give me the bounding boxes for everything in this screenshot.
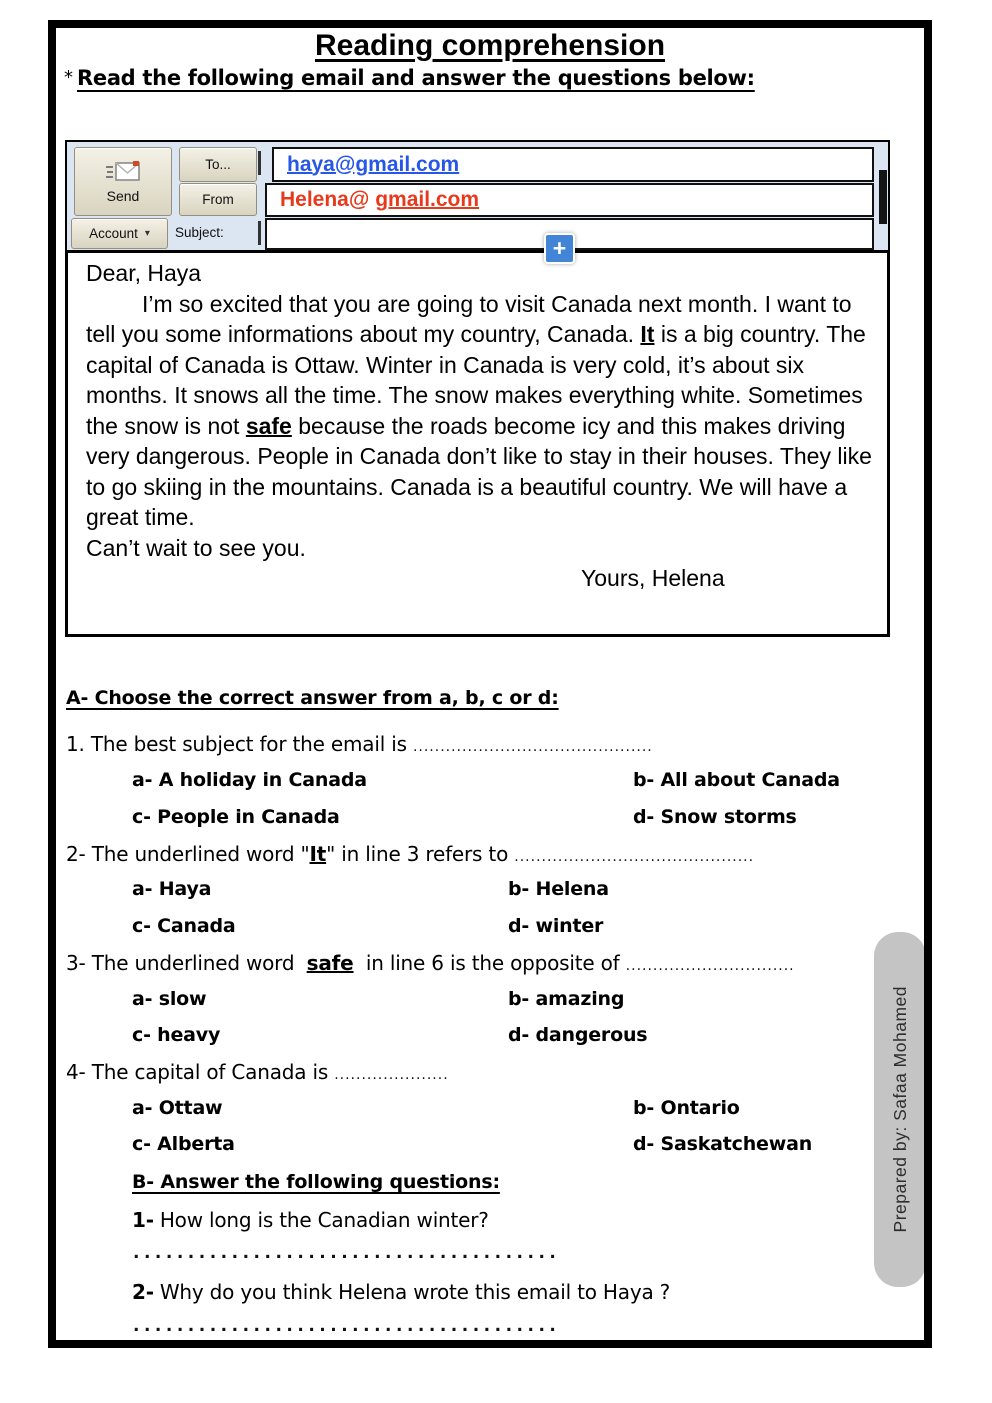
q2-option-d: d- winter bbox=[508, 915, 604, 937]
q3-option-d: d- dangerous bbox=[508, 1024, 648, 1046]
dotted-blank: ............................................ bbox=[514, 849, 755, 865]
section-b-heading: B- Answer the following questions: bbox=[132, 1171, 500, 1193]
underlined-word-safe: safe bbox=[245, 412, 292, 439]
q2-option-b: b- Helena bbox=[508, 878, 609, 900]
section-a-heading: A- Choose the correct answer from a, b, c or d: bbox=[66, 687, 559, 709]
prepared-by-tab bbox=[874, 932, 926, 1287]
q4-option-d: d- Saskatchewan bbox=[633, 1133, 813, 1155]
email-signature: Yours, Helena bbox=[581, 565, 725, 591]
question-1: 1. The best subject for the email is ............................................ bbox=[66, 732, 653, 756]
question-3: 3- The underlined word safe in line 6 is the opposite of ............................... bbox=[66, 951, 795, 975]
question-b2: 2- Why do you think Helena wrote this email to Haya ? bbox=[132, 1280, 671, 1304]
q1-option-d: d- Snow storms bbox=[633, 806, 797, 828]
from-field[interactable] bbox=[265, 183, 874, 217]
q1-option-b: b- All about Canada bbox=[633, 769, 840, 791]
dotted-blank: ............................................ bbox=[412, 739, 653, 755]
underlined-word-it: It bbox=[309, 842, 327, 866]
q1-option-a: a- A holiday in Canada bbox=[132, 769, 367, 791]
instruction-line bbox=[64, 66, 755, 90]
email-header bbox=[65, 140, 890, 261]
q3-option-c: c- heavy bbox=[132, 1024, 221, 1046]
email-body bbox=[65, 250, 890, 637]
q3-option-a: a- slow bbox=[132, 988, 207, 1010]
instruction-text: Read the following email and answer the questions below: bbox=[77, 66, 755, 90]
prepared-by-text: Prepared by: Safaa Mohamed bbox=[889, 986, 910, 1233]
q3-option-b: b- amazing bbox=[508, 988, 625, 1010]
question-4: 4- The capital of Canada is ..................... bbox=[66, 1060, 449, 1084]
email-greeting: Dear, Haya bbox=[86, 260, 202, 286]
account-button[interactable] bbox=[71, 218, 168, 249]
question-b1: 1- How long is the Canadian winter? bbox=[132, 1208, 489, 1232]
dotted-blank: ..................... bbox=[334, 1067, 449, 1083]
q2-option-c: c- Canada bbox=[132, 915, 236, 937]
add-icon[interactable]: + bbox=[544, 233, 575, 264]
page-title: Reading comprehension bbox=[314, 29, 666, 62]
dotted-blank: ............................... bbox=[625, 958, 795, 974]
from-address-domain: gmail.com bbox=[375, 188, 480, 211]
to-button[interactable]: To... bbox=[179, 147, 257, 182]
asterisk: * bbox=[64, 67, 73, 88]
subject-label: Subject: bbox=[175, 225, 224, 240]
to-address: haya@gmail.com bbox=[287, 152, 460, 176]
q4-option-a: a- Ottaw bbox=[132, 1097, 223, 1119]
q4-option-c: c- Alberta bbox=[132, 1133, 235, 1155]
from-button[interactable]: From bbox=[179, 183, 257, 216]
q4-option-b: b- Ontario bbox=[633, 1097, 740, 1119]
send-label: Send bbox=[106, 188, 140, 204]
envelope-icon bbox=[104, 159, 142, 185]
divider bbox=[258, 221, 261, 245]
scrollbar[interactable] bbox=[879, 170, 887, 224]
q1-option-c: c- People in Canada bbox=[132, 806, 340, 828]
email-closing: Can’t wait to see you. bbox=[86, 534, 306, 561]
answer-line: ....................................... bbox=[133, 1243, 561, 1263]
from-address-name: Helena@ bbox=[280, 188, 376, 211]
underlined-word-it: It bbox=[640, 321, 655, 347]
q2-option-a: a- Haya bbox=[132, 878, 212, 900]
underlined-word-safe: safe bbox=[306, 951, 354, 975]
to-field[interactable] bbox=[272, 147, 874, 182]
account-label: Account bbox=[89, 226, 138, 241]
answer-line: ....................................... bbox=[133, 1316, 561, 1336]
divider bbox=[258, 151, 261, 175]
email-paragraph: I’m so excited that you are going to visit Canada next month. I want to tell you some informations about my country, Canada. It is a big country. The capital of Canada is Ottaw. Winter in Canada is very cold, it’s about six months. It snows all the time. The snow makes everything white. Sometimes the snow is not safe because the roads become icy and this makes driving very dangerous. People in Canada don’t like to stay in their houses. They like to go skiing in the mountains. Canada is a beautiful country. We will have a great time. bbox=[86, 290, 872, 530]
send-button[interactable] bbox=[74, 147, 172, 216]
question-2: 2- The underlined word "It" in line 3 refers to ............................................ bbox=[66, 842, 755, 866]
dropdown-arrow-icon: ▾ bbox=[144, 228, 150, 239]
